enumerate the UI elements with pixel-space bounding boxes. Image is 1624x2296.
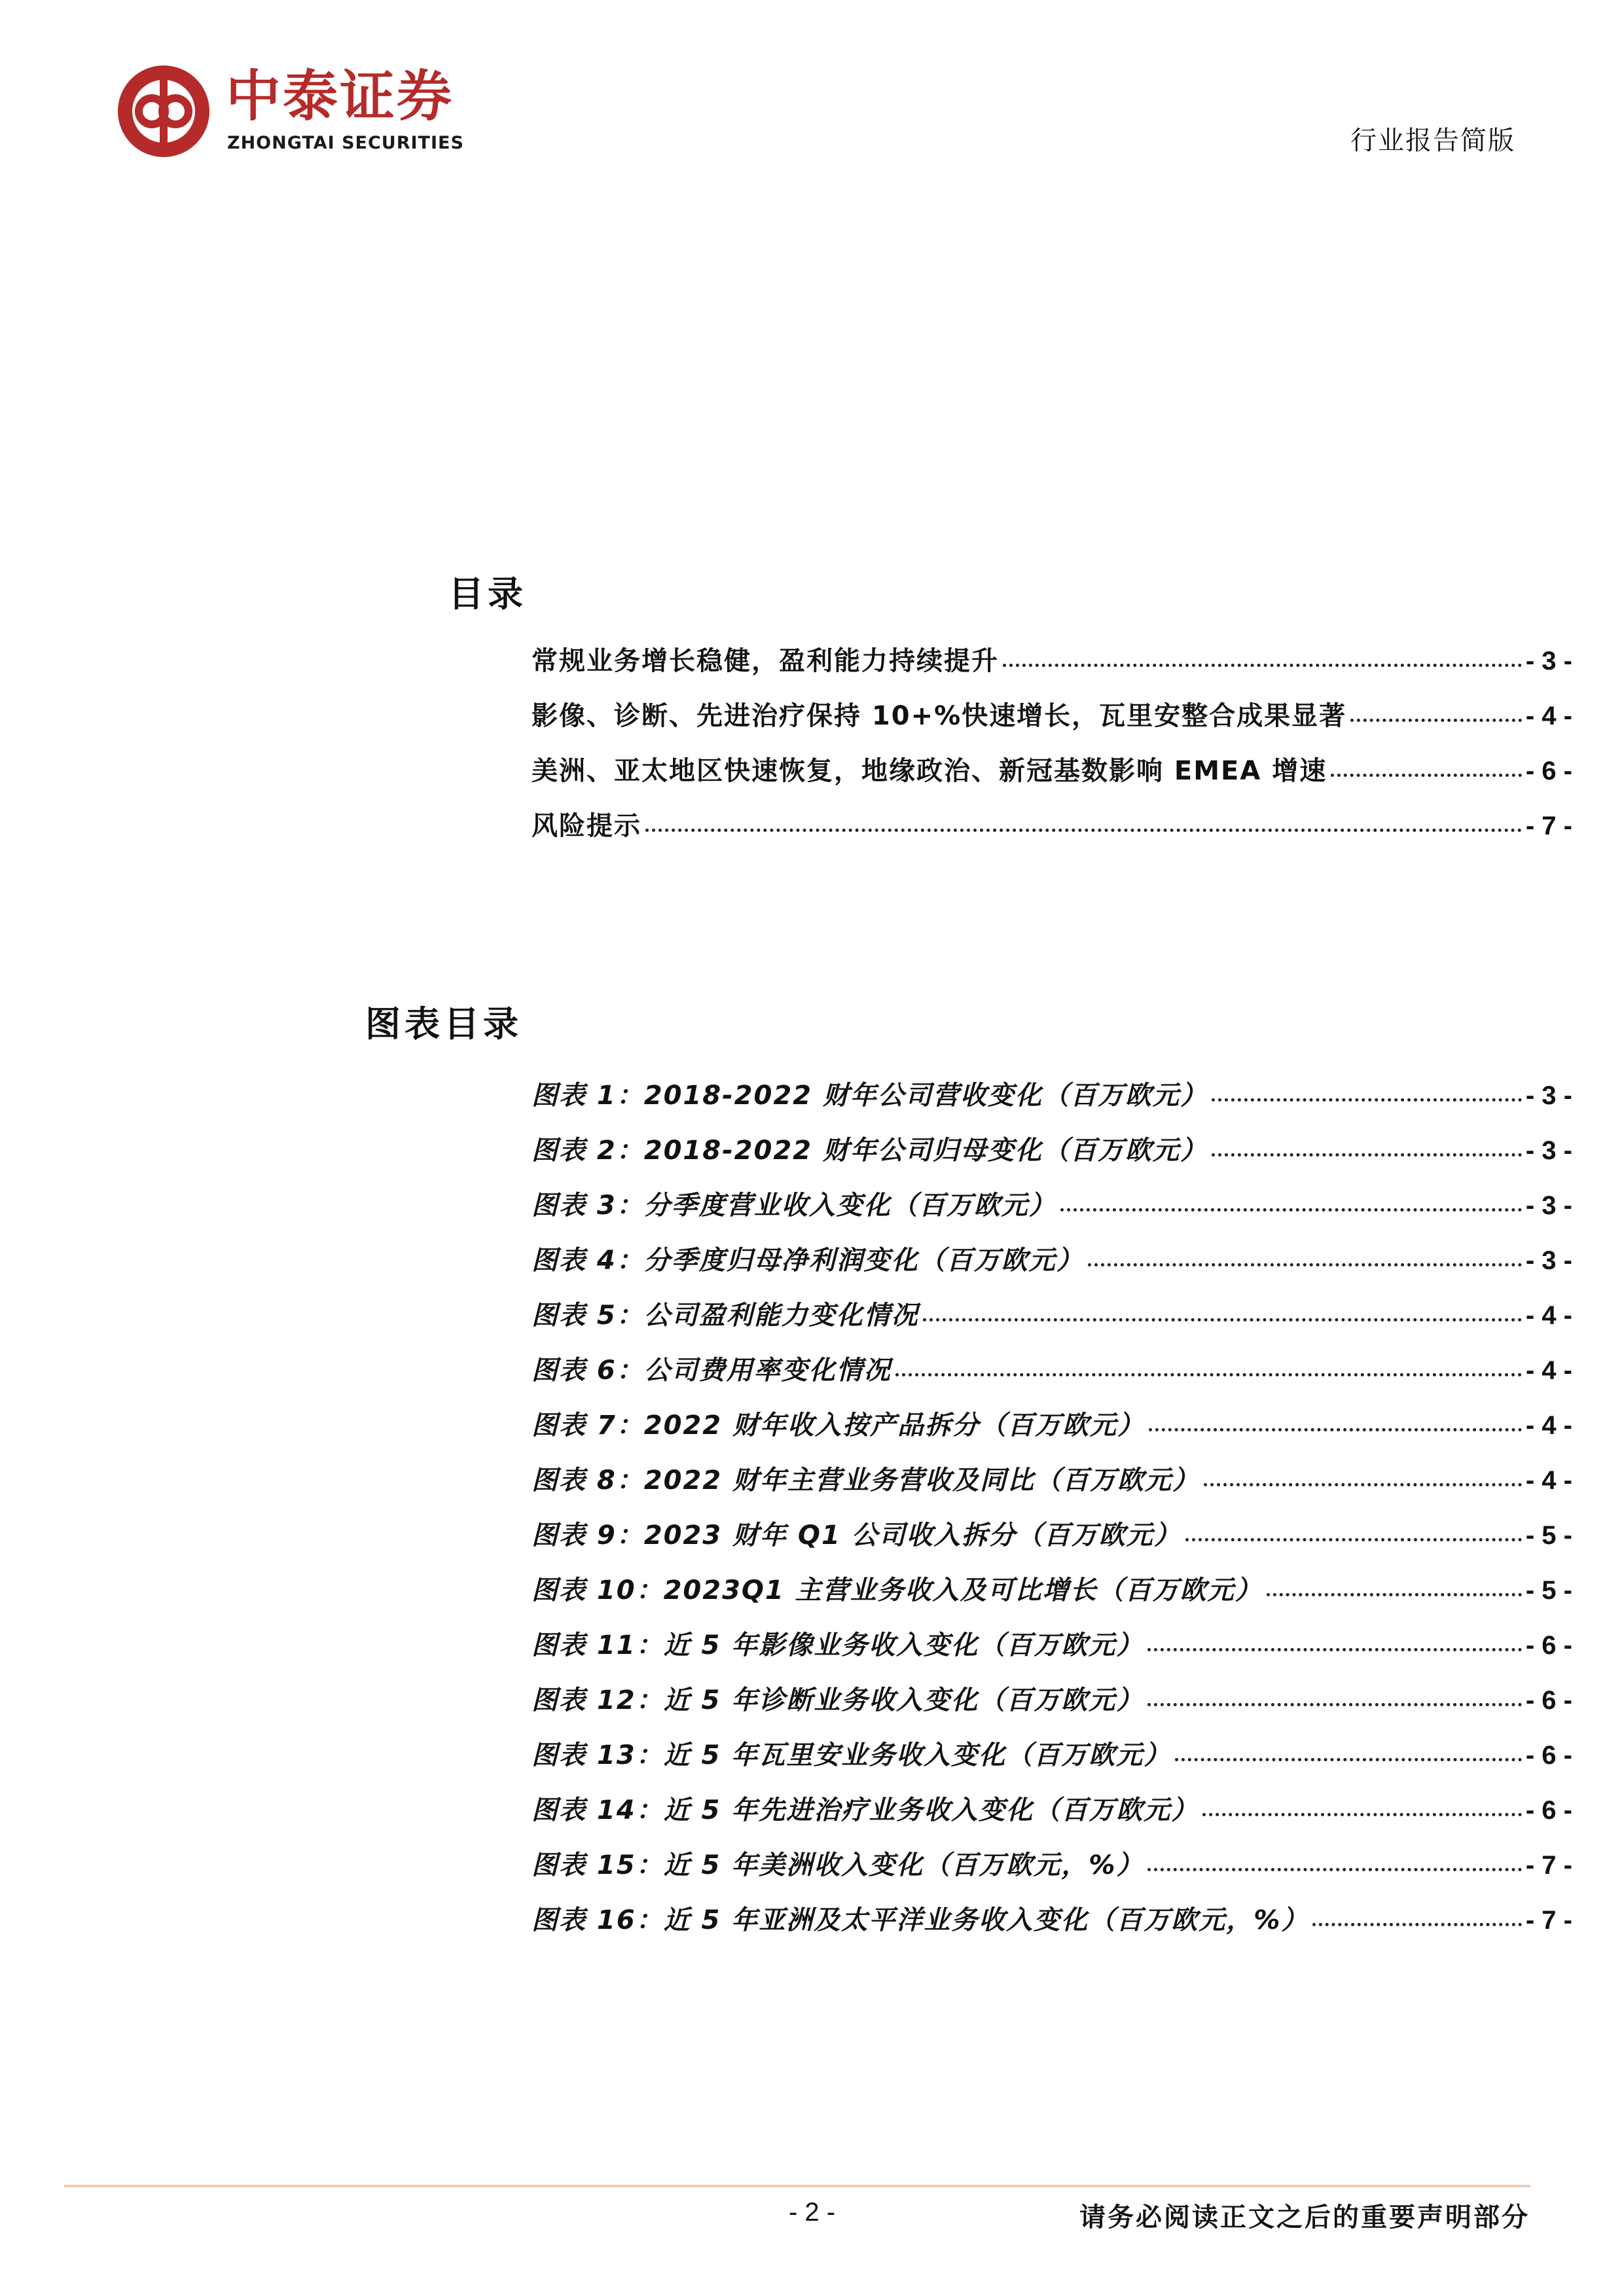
dot-leader	[1149, 1428, 1522, 1431]
figure-entry-label: 图表 16：近 5 年亚洲及太平洋业务收入变化（百万欧元，%）	[532, 1905, 1309, 1935]
figure-entry-label: 图表 13：近 5 年瓦里安业务收入变化（百万欧元）	[532, 1740, 1172, 1770]
figure-entry-label: 图表 4：分季度归母净利润变化（百万欧元）	[532, 1246, 1084, 1276]
figure-entry-page: - 4 -	[1525, 1466, 1572, 1495]
dot-leader	[895, 1373, 1522, 1376]
figure-entry-label: 图表 8：2022 财年主营业务营收及同比（百万欧元）	[532, 1465, 1200, 1496]
figure-entry-label: 图表 9：2023 财年 Q1 公司收入拆分（百万欧元）	[532, 1520, 1182, 1551]
toc-entry-label: 常规业务增长稳健，盈利能力持续提升	[532, 646, 999, 676]
toc-entry-page: - 3 -	[1525, 647, 1572, 675]
figure-entry[interactable]	[532, 1734, 1572, 1789]
dot-leader	[645, 829, 1522, 832]
figure-entry-label: 图表 14：近 5 年先进治疗业务收入变化（百万欧元）	[532, 1795, 1199, 1825]
logo-chinese-name: 中泰证券	[226, 64, 454, 128]
figure-entry-label: 图表 10：2023Q1 主营业务收入及可比增长（百万欧元）	[532, 1575, 1263, 1605]
figure-entry[interactable]	[532, 1405, 1572, 1460]
figure-list	[532, 1075, 1572, 1954]
figure-entry-page: - 4 -	[1525, 1301, 1572, 1330]
footer-disclaimer: 请务必阅读正文之后的重要声明部分	[1079, 2202, 1530, 2233]
footer-divider	[64, 2185, 1530, 2187]
toc-list	[532, 640, 1572, 860]
dot-leader	[1204, 1483, 1522, 1486]
figure-entry[interactable]	[532, 1075, 1572, 1130]
figure-entry[interactable]	[532, 1570, 1572, 1624]
dot-leader	[1350, 719, 1522, 722]
figure-entry[interactable]	[532, 1350, 1572, 1405]
zhongtai-logo-icon	[115, 62, 213, 160]
figure-entry[interactable]	[532, 1789, 1572, 1844]
dot-leader	[1312, 1923, 1522, 1926]
figure-list-heading: 图表目录	[365, 1003, 522, 1045]
dot-leader	[1212, 1153, 1522, 1157]
toc-entry-page: - 4 -	[1525, 702, 1572, 730]
page-number: - 2 -	[789, 2198, 836, 2227]
toc-entry-page: - 6 -	[1525, 757, 1572, 785]
toc-entry[interactable]	[532, 695, 1572, 750]
figure-entry-page: - 3 -	[1525, 1136, 1572, 1165]
figure-entry-page: - 4 -	[1525, 1356, 1572, 1385]
dot-leader	[1212, 1098, 1522, 1102]
figure-entry-page: - 3 -	[1525, 1246, 1572, 1275]
figure-entry[interactable]	[532, 1679, 1572, 1734]
figure-entry[interactable]	[532, 1899, 1572, 1954]
figure-entry[interactable]	[532, 1295, 1572, 1350]
figure-entry-page: - 3 -	[1525, 1081, 1572, 1110]
toc-entry[interactable]	[532, 805, 1572, 860]
figure-entry[interactable]	[532, 1130, 1572, 1185]
dot-leader	[1060, 1208, 1522, 1211]
toc-entry-label: 风险提示	[532, 811, 641, 841]
dot-leader	[1175, 1758, 1522, 1761]
figure-entry-label: 图表 1：2018-2022 财年公司营收变化（百万欧元）	[532, 1081, 1208, 1111]
figure-entry-page: - 6 -	[1525, 1796, 1572, 1825]
dot-leader	[1147, 1703, 1522, 1706]
dot-leader	[1003, 664, 1522, 667]
figure-entry[interactable]	[532, 1844, 1572, 1899]
logo-english-name: ZHONGTAI SECURITIES	[227, 133, 464, 153]
figure-entry-label: 图表 12：近 5 年诊断业务收入变化（百万欧元）	[532, 1685, 1144, 1715]
figure-entry-page: - 7 -	[1525, 1906, 1572, 1935]
figure-entry-page: - 6 -	[1525, 1741, 1572, 1770]
figure-entry-page: - 4 -	[1525, 1411, 1572, 1440]
figure-entry-page: - 3 -	[1525, 1191, 1572, 1220]
figure-entry-page: - 5 -	[1525, 1521, 1572, 1550]
figure-entry[interactable]	[532, 1185, 1572, 1240]
dot-leader	[1202, 1813, 1522, 1816]
toc-entry-page: - 7 -	[1525, 812, 1572, 840]
figure-entry-page: - 6 -	[1525, 1631, 1572, 1660]
dot-leader	[1267, 1593, 1522, 1596]
toc-entry-label: 影像、诊断、先进治疗保持 10+%快速增长，瓦里安整合成果显著	[532, 701, 1347, 731]
dot-leader	[1331, 774, 1522, 777]
figure-entry-label: 图表 11：近 5 年影像业务收入变化（百万欧元）	[532, 1630, 1144, 1660]
toc-heading: 目录	[448, 573, 527, 615]
dot-leader	[923, 1318, 1522, 1321]
figure-entry-page: - 7 -	[1525, 1851, 1572, 1880]
toc-entry[interactable]	[532, 640, 1572, 695]
company-logo	[115, 62, 481, 160]
figure-entry[interactable]	[532, 1515, 1572, 1570]
figure-entry[interactable]	[532, 1240, 1572, 1295]
dot-leader	[1147, 1868, 1522, 1871]
document-type-label: 行业报告简版	[1350, 126, 1515, 156]
figure-entry[interactable]	[532, 1460, 1572, 1515]
figure-entry-label: 图表 3：分季度营业收入变化（百万欧元）	[532, 1191, 1056, 1221]
figure-entry-label: 图表 7：2022 财年收入按产品拆分（百万欧元）	[532, 1410, 1146, 1441]
figure-entry[interactable]	[532, 1624, 1572, 1679]
dot-leader	[1185, 1538, 1522, 1541]
figure-entry-label: 图表 6：公司费用率变化情况	[532, 1355, 892, 1386]
figure-entry-label: 图表 15：近 5 年美洲收入变化（百万欧元，%）	[532, 1850, 1144, 1880]
dot-leader	[1147, 1648, 1522, 1651]
figure-entry-label: 图表 5：公司盈利能力变化情况	[532, 1300, 919, 1331]
figure-entry-page: - 6 -	[1525, 1686, 1572, 1715]
figure-entry-label: 图表 2：2018-2022 财年公司归母变化（百万欧元）	[532, 1136, 1208, 1166]
dot-leader	[1088, 1263, 1522, 1266]
figure-entry-page: - 5 -	[1525, 1576, 1572, 1605]
toc-entry[interactable]	[532, 750, 1572, 805]
toc-entry-label: 美洲、亚太地区快速恢复，地缘政治、新冠基数影响 EMEA 增速	[532, 756, 1327, 786]
